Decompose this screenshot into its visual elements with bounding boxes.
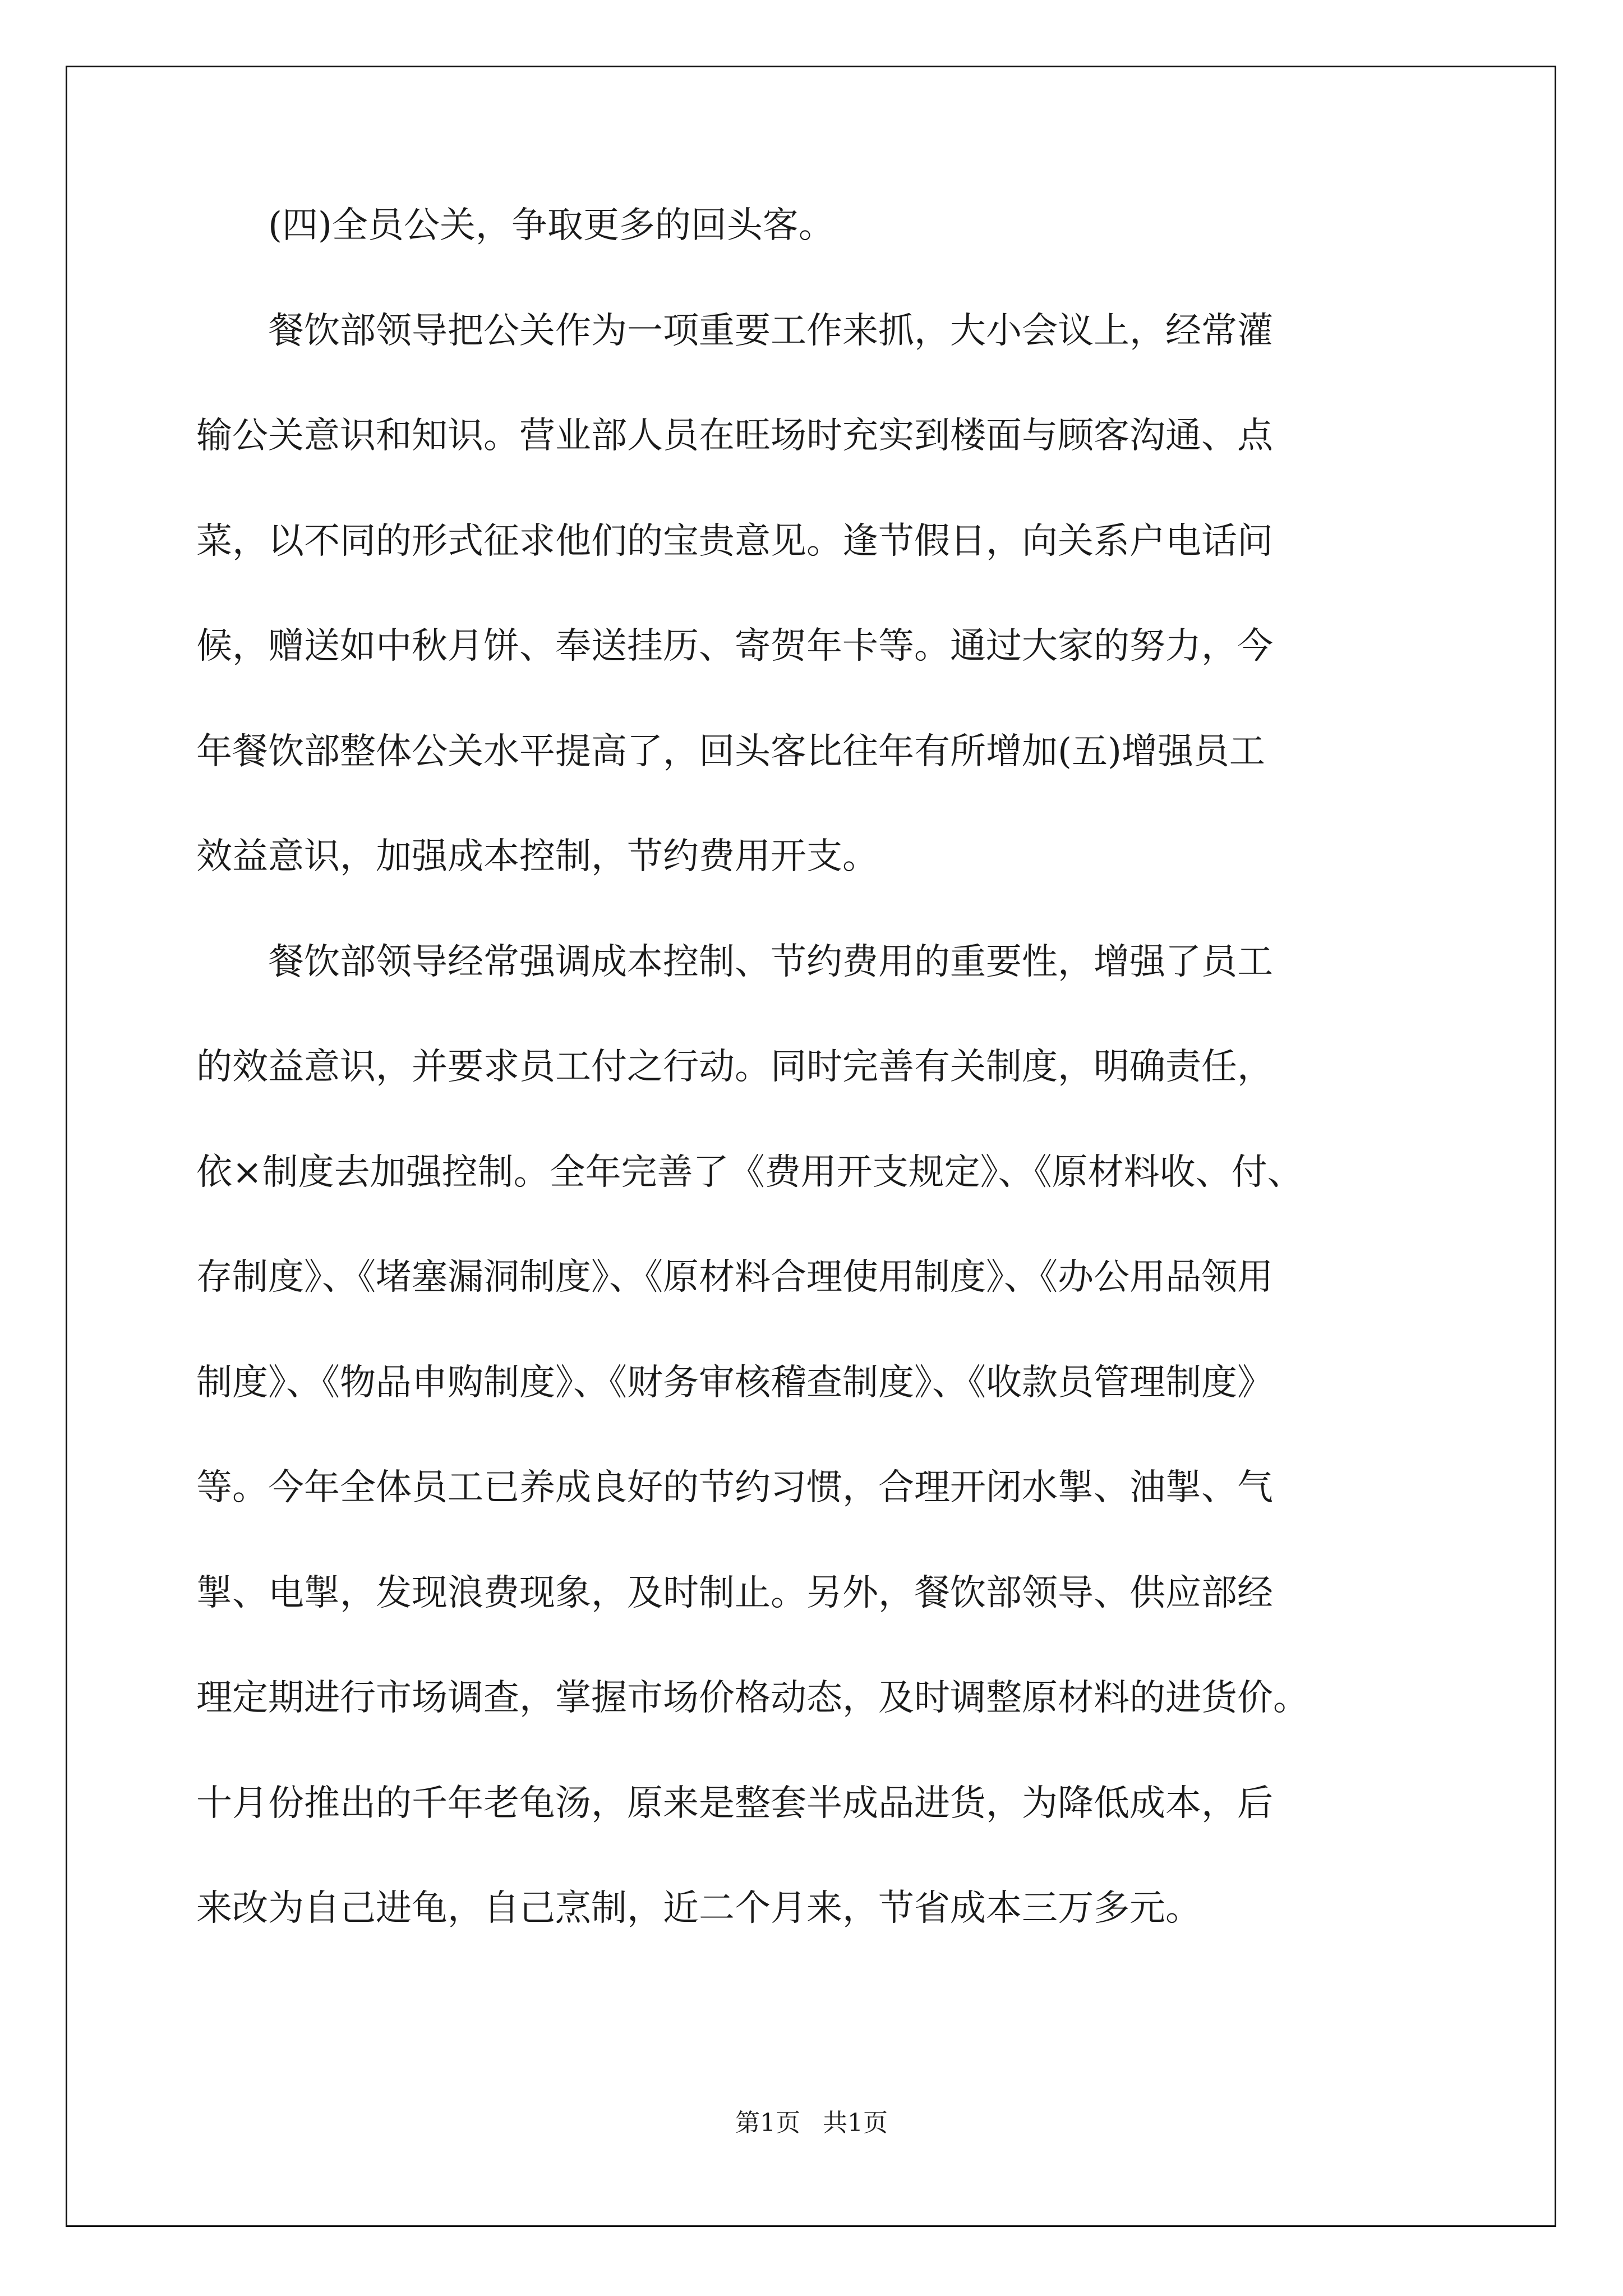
paragraph-line: 餐饮部领导把公关作为一项重要工作来抓，大小会议上，经常灌	[268, 310, 1273, 352]
document-body	[196, 205, 1430, 1996]
page-number-current: 第1页	[735, 2109, 800, 2137]
paragraph-line: 输公关意识和知识。营业部人员在旺场时充实到楼面与顾客沟通、点	[196, 415, 1273, 457]
paragraph-line: 依×制度去加强控制。全年完善了《费用开支规定》、《原材料收、付、	[196, 1151, 1303, 1193]
paragraph-line: 存制度》、《堵塞漏洞制度》、《原材料合理使用制度》、《办公用品领用	[196, 1257, 1273, 1298]
paragraph-line: 效益意识，加强成本控制，节约费用开支。	[196, 836, 878, 877]
paragraph-line: 理定期进行市场调查，掌握市场价格动态，及时调整原材料的进货价。	[196, 1677, 1309, 1719]
paragraph-line: 等。今年全体员工已养成良好的节约习惯，合理开闭水掣、油掣、气	[196, 1467, 1273, 1508]
paragraph-line: 年餐饮部整体公关水平提高了，回头客比往年有所增加(五)增强员工	[196, 730, 1265, 772]
paragraph-line: 掣、电掣，发现浪费现象，及时制止。另外，餐饮部领导、供应部经	[196, 1572, 1273, 1614]
section-heading: (四)全员公关，争取更多的回头客。	[268, 205, 834, 246]
paragraph-line: 来改为自己进龟，自己烹制，近二个月来，节省成本三万多元。	[196, 1888, 1201, 1929]
page-number-total: 共1页	[823, 2109, 888, 2137]
page-footer	[0, 2109, 1623, 2137]
paragraph-line: 菜，以不同的形式征求他们的宝贵意见。逢节假日，向关系户电话问	[196, 520, 1273, 562]
paragraph-line: 餐饮部领导经常强调成本控制、节约费用的重要性，增强了员工	[268, 941, 1273, 983]
paragraph-line: 十月份推出的千年老龟汤，原来是整套半成品进货，为降低成本，后	[196, 1782, 1273, 1824]
paragraph-line: 的效益意识，并要求员工付之行动。同时完善有关制度，明确责任，	[196, 1046, 1273, 1088]
paragraph-line: 制度》、《物品申购制度》、《财务审核稽查制度》、《收款员管理制度》	[196, 1361, 1273, 1404]
paragraph-line: 候，赠送如中秋月饼、奉送挂历、寄贺年卡等。通过大家的努力，今	[196, 625, 1273, 667]
